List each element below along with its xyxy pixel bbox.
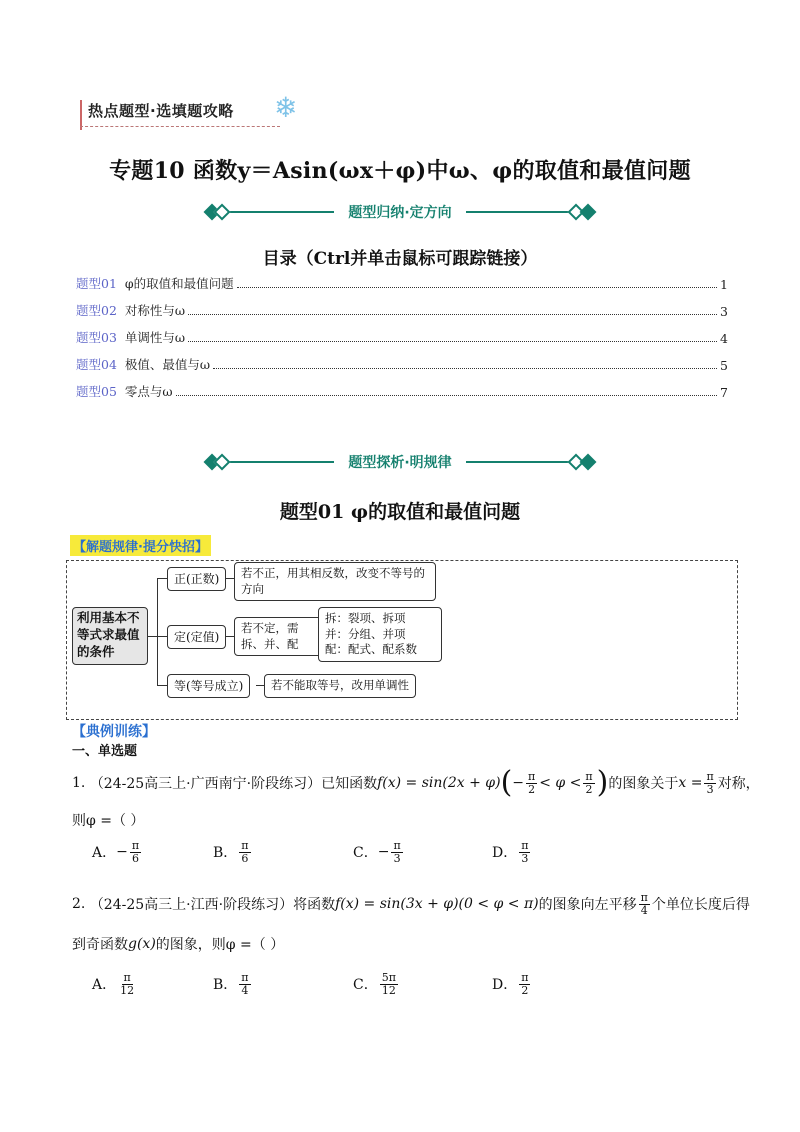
- banner-top-label: 题型归纳·定方向: [348, 205, 452, 221]
- mindmap-note-positive: 若不正，用其相反数，改变不等号的方向: [234, 562, 436, 601]
- header-tag: 热点题型·选填题攻略: [88, 102, 234, 120]
- snowflake-icon: ❄: [274, 91, 298, 124]
- toc-item-3[interactable]: 题型03 单调性与ω 4: [76, 330, 728, 346]
- mindmap-branch-constant: 定(定值): [167, 625, 226, 649]
- q1-line1: 1. （24-25高三上·广西南宁·阶段练习）已知函数 f(x) = sin(2x + φ) ( − $\frac{\pi}{2}$ < φ < $\frac{\pi}{2}$ ) 的图象关于 x = $\frac{\pi}{3}$ 对称，: [72, 765, 760, 800]
- q1-option-d[interactable]: D． $\frac{\pi}{3}$: [492, 839, 529, 865]
- mindmap-split-list: 拆：裂项、拆项 并：分组、并项 配：配式、配系数: [318, 607, 442, 662]
- toc-item-5[interactable]: 题型05 零点与ω 7: [76, 384, 728, 400]
- mindmap-branch-positive: 正(正数): [167, 567, 226, 591]
- q2-line1: 2. （24-25高三上·江西·阶段练习）将函数 f(x) = sin(3x + φ)(0 < φ < π) 的图象向左平移 $\frac{\pi}{4}$ 个单位长度后得: [72, 891, 750, 917]
- mindmap-note-equal: 若不能取等号，改用单调性: [264, 674, 416, 698]
- mindmap-root: 利用基本不等式求最值的条件: [72, 607, 148, 665]
- mindmap-bracket: [157, 578, 158, 685]
- mindmap-note-constant: 若不定，需拆、并、配: [234, 617, 324, 656]
- toc-item-2[interactable]: 题型02 对称性与ω 3: [76, 303, 728, 319]
- q2-option-d[interactable]: D． $\frac{\pi}{2}$: [492, 971, 529, 997]
- examples-label: 【典例训练】: [72, 724, 156, 740]
- q2-option-a[interactable]: A． $\frac{\pi}{12}$: [92, 971, 135, 997]
- page-title: 专题10 函数y＝Asin(ωx＋φ)中ω、φ的取值和最值问题: [109, 158, 691, 184]
- toc-title: 目录（Ctrl并单击鼠标可跟踪链接）: [262, 249, 538, 269]
- banner-mid: [206, 450, 594, 474]
- q2-option-b[interactable]: B． $\frac{\pi}{4}$: [213, 971, 249, 997]
- section-title: 题型01 φ的取值和最值问题: [279, 501, 521, 523]
- q1-line2: 则φ =（ ）: [72, 813, 145, 829]
- banner-mid-label: 题型探析·明规律: [348, 455, 452, 471]
- toc-item-4[interactable]: 题型04 极值、最值与ω 5: [76, 357, 728, 373]
- toc-item-1[interactable]: 题型01 φ的取值和最值问题 1: [76, 276, 728, 292]
- q1-option-c[interactable]: C． − $\frac{\pi}{3}$: [353, 839, 401, 865]
- q2-option-c[interactable]: C． $\frac{5\pi}{12}$: [353, 971, 396, 997]
- single-choice-label: 一、单选题: [72, 744, 138, 759]
- q2-line2: 到奇函数 g(x) 的图象，则φ =（ ）: [72, 936, 285, 953]
- q1-option-b[interactable]: B． $\frac{\pi}{6}$: [213, 839, 249, 865]
- mindmap-branch-equal: 等(等号成立): [167, 674, 250, 698]
- banner-top: [206, 200, 594, 224]
- header-underline: [80, 126, 280, 127]
- tip-label: 【解题规律·提分快招】: [70, 535, 211, 556]
- q1-option-a[interactable]: A． − $\frac{\pi}{6}$: [92, 839, 140, 865]
